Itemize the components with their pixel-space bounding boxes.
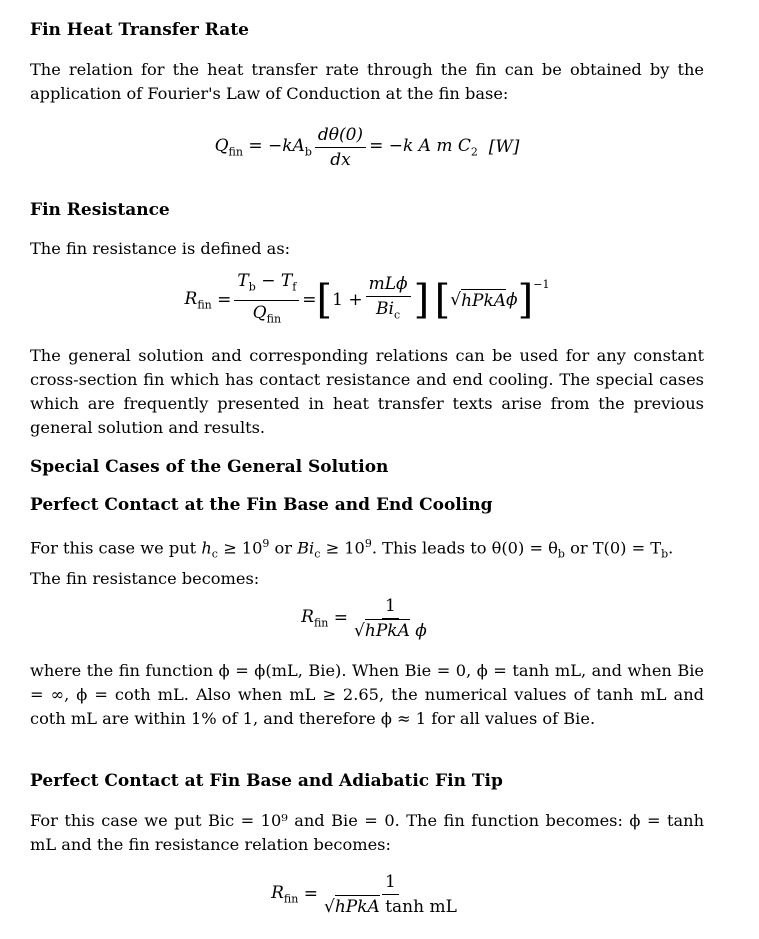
heading-perfect-contact-adiabatic: Perfect Contact at Fin Base and Adiabatic Fin Tip (30, 771, 503, 791)
eq-lhs: $Q_{fin}$ (214, 135, 243, 159)
paragraph-perfect-contact-case: For this case we put $h_c \ge 10^9$ or $Bi_c \ge 10^9$. This leads to $\theta(0) = \theta_b$ or $T(0) = T_b$. The fin resistance becomes: (30, 537, 674, 588)
equation-r-fin-adiabatic: $R_{fin}$ = $\frac{1}{\text{√hPkA tanh mL}}$ (30, 866, 704, 922)
eq-term2: = −k A m $C_2$ (369, 135, 478, 159)
equation-r-fin-perfect-contact: $R_{fin}$ = $\frac{1}{\text{√hPkA ϕ}}$ (30, 590, 704, 646)
eq-unit: [W] (488, 137, 520, 157)
paragraph-general-solution: The general solution and corresponding relations can be used for any constant cross-section fin which has contact resistance and end cooling. The special cases which are frequently presented in heat transfer texts arise from the previous general solution and results. (30, 346, 704, 437)
eq-term1: = $-kA_b$ (248, 135, 312, 159)
paragraph-heat-transfer-intro: The relation for the heat transfer rate through the fin can be obtained by the application of Fourier's Law of Conduction at the fin base: (30, 60, 704, 103)
paragraph-adiabatic-case: For this case we put Bic = 10⁹ and Bie = 0. The fin function becomes: ϕ = tanh mL and the fin resistance relation becomes: (30, 811, 704, 854)
heading-fin-resistance: Fin Resistance (30, 200, 170, 220)
eq-derivative-fraction: $\frac{d\theta(0)}{dx}$ (315, 125, 366, 170)
heading-perfect-contact-end-cooling: Perfect Contact at the Fin Base and End Cooling (30, 495, 493, 515)
eq-fraction: $\frac{1}{\text{√hPkA tanh mL}}$ (323, 871, 457, 917)
equation-r-fin-general: $R_{fin}$ = $\frac{T_b - T_f}{Q_{fin}}$ = [ 1 + $\frac{\text{mLϕ}}{Bi_c}$ ] [ √ hPkA ϕ ] $^{-1}$ (30, 272, 704, 328)
heading-special-cases: Special Cases of the General Solution (30, 457, 389, 477)
heading-fin-heat-transfer-rate: Fin Heat Transfer Rate (30, 20, 249, 40)
eq-fraction: $\frac{1}{\text{√hPkA ϕ}}$ (354, 595, 427, 641)
paragraph-fin-function: where the fin function ϕ = ϕ(mL, Bie). When Bie = 0, ϕ = tanh mL, and when Bie = ∞, ϕ = coth mL. Also when mL ≥ 2.65, the numerical values of tanh mL and coth mL are within 1% of 1, and therefore ϕ ≈ 1 for all values of Bie. (30, 661, 704, 728)
eq-biot-fraction: $\frac{\text{mLϕ}}{Bi_c}$ (366, 274, 411, 325)
paragraph-fin-resistance-def: The fin resistance is defined as: (30, 239, 291, 258)
equation-q-fin (30, 122, 704, 172)
eq-temp-fraction: $\frac{T_b - T_f}{Q_{fin}}$ (234, 271, 299, 329)
